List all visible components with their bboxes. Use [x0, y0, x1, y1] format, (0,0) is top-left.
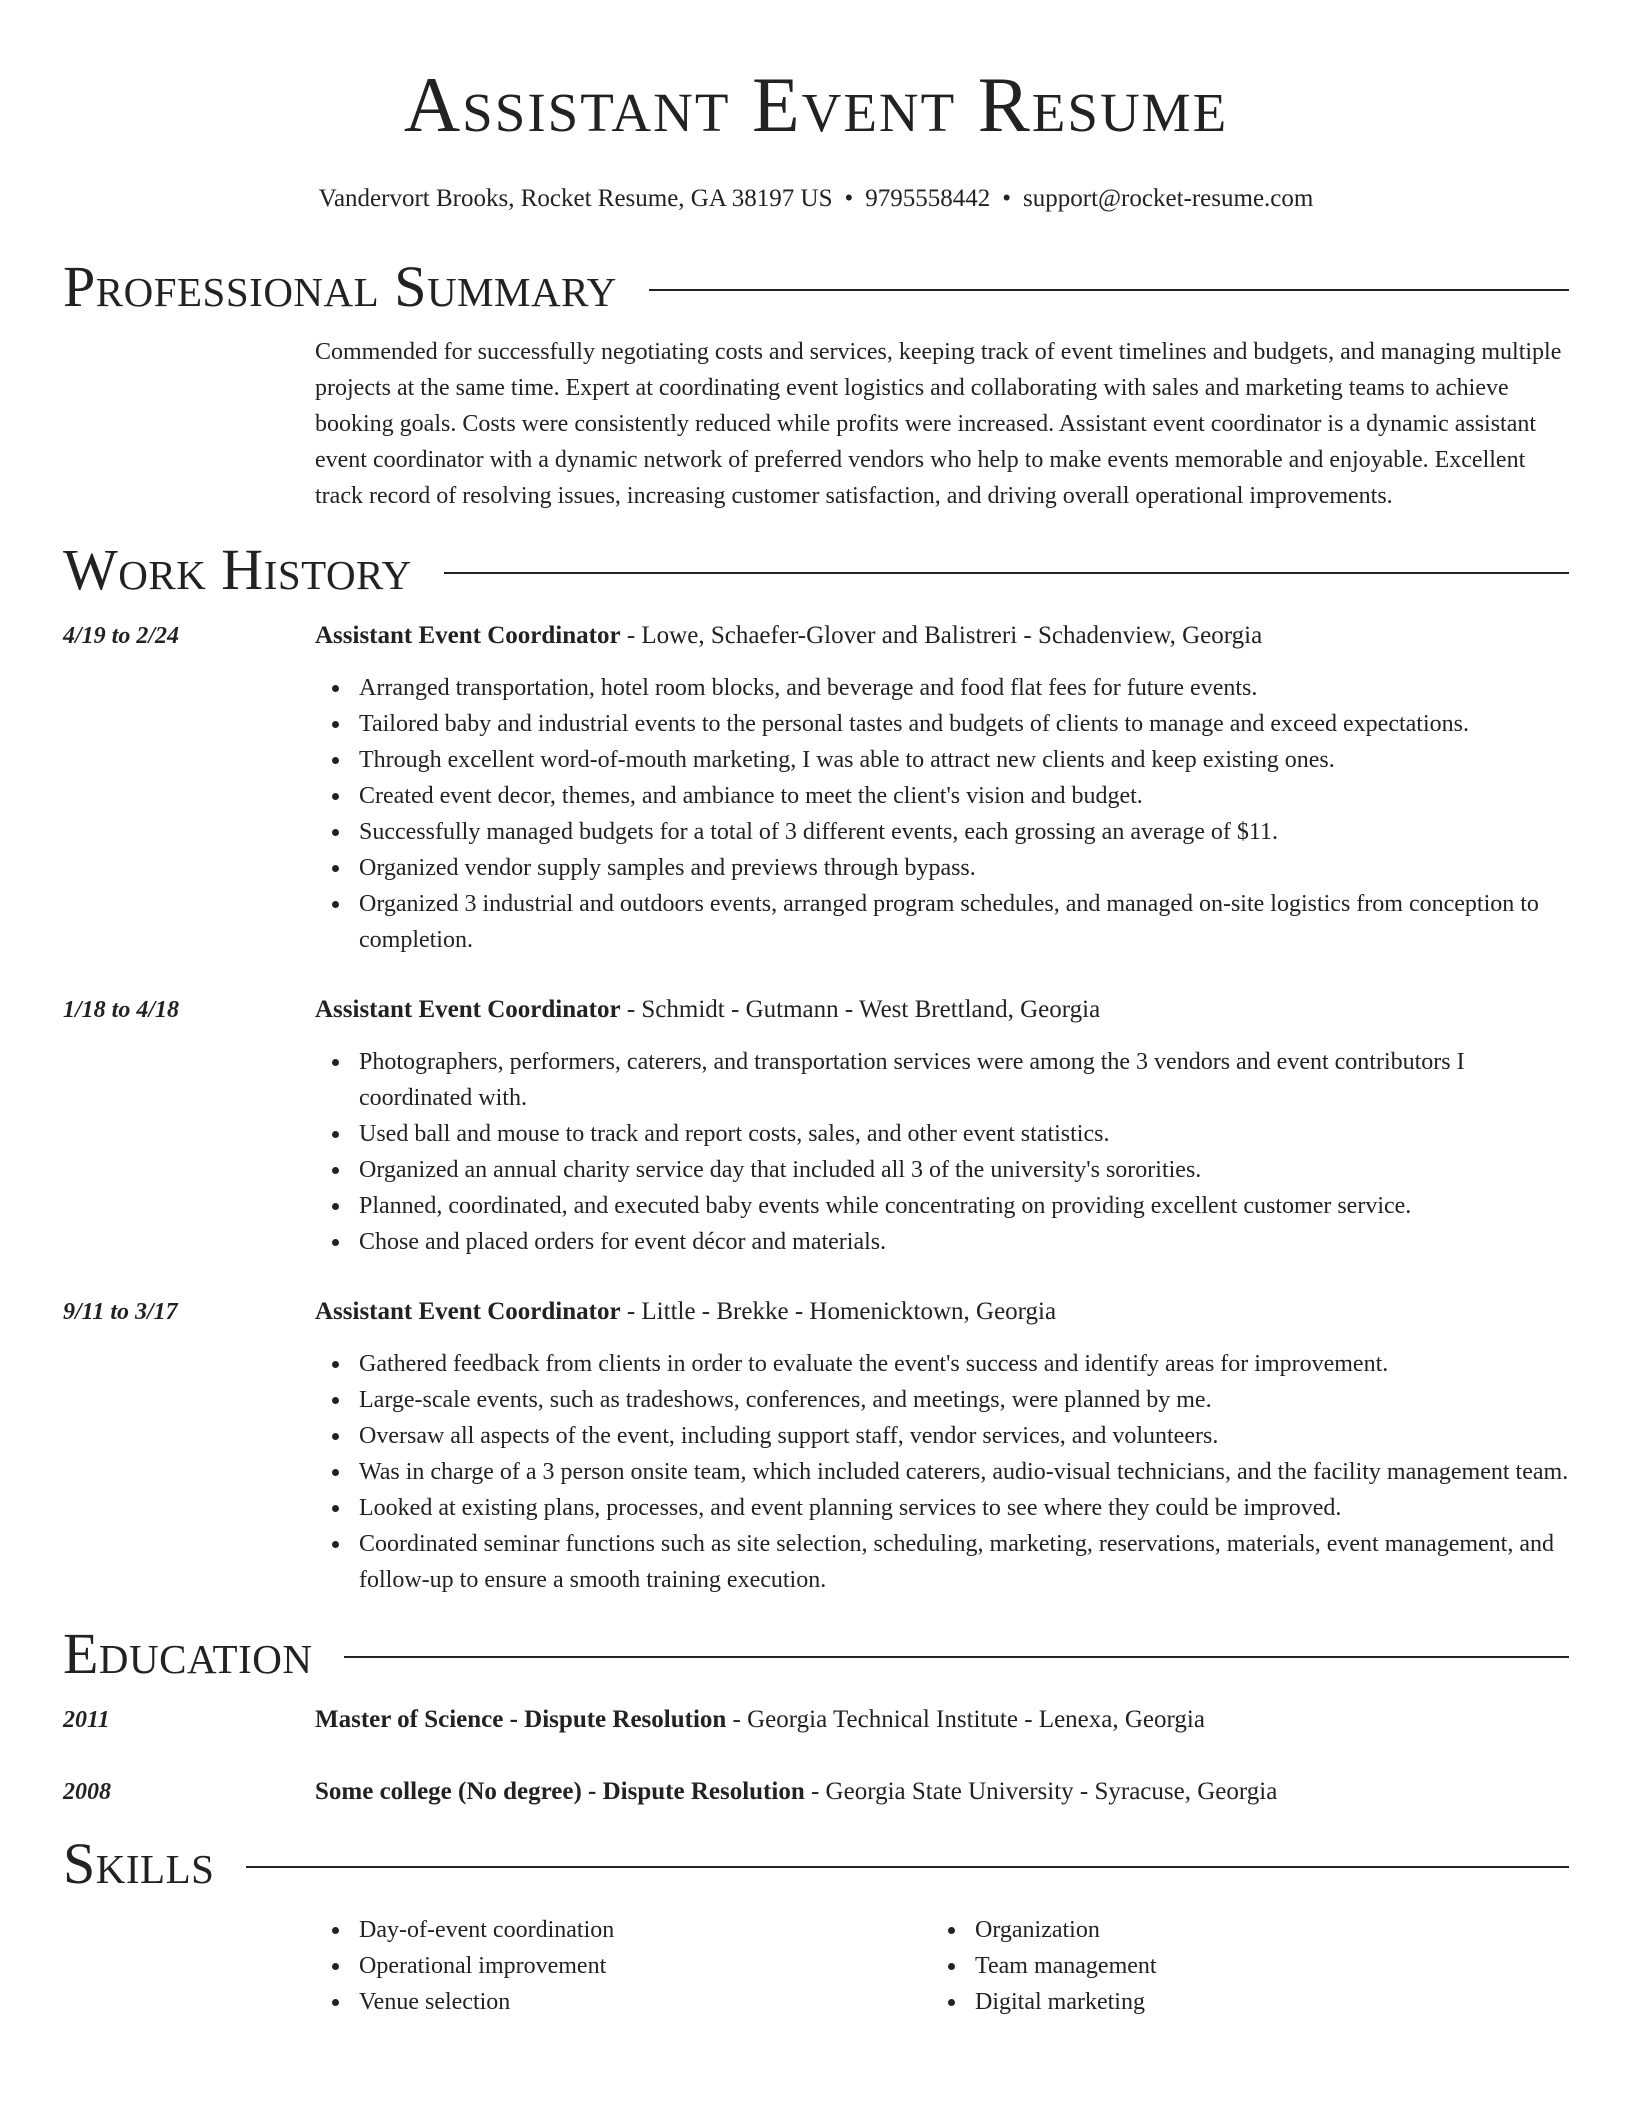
contact-separator: •: [1002, 185, 1012, 212]
list-item: Was in charge of a 3 person onsite team, which included caterers, audio-visual technicians, and the facility management team.: [315, 1454, 1569, 1490]
summary-text: Commended for successfully negotiating costs and services, keeping track of event timelines and budgets, and managing multiple projects at the same time. Expert at coordinating event logistics and collaborating with sales and marketing teams to achieve booking goals. Costs were consistently reduced while profits were increased. Assistant event coordinator is a dynamic assistant event coordinator with a dynamic network of preferred vendors who help to make events memorable and enjoyable. Excellent track record of resolving issues, increasing customer satisfaction, and driving overall operational improvements.: [315, 339, 1562, 509]
list-item: Chose and placed orders for event décor and materials.: [315, 1224, 1569, 1260]
education-entry: [63, 1702, 1569, 1738]
education-year: 2008: [63, 1779, 111, 1805]
resume-title: Assistant Event Resume: [403, 61, 1229, 148]
education-school: - Georgia State University - Syracuse, Georgia: [804, 1778, 1278, 1805]
list-item: Gathered feedback from clients in order to evaluate the event's success and identify areas for improvement.: [315, 1346, 1569, 1382]
job-title: Assistant Event Coordinator: [315, 1298, 621, 1325]
contact-phone: 9795558442: [865, 185, 991, 212]
contact-separator: •: [844, 185, 854, 212]
list-item: Photographers, performers, caterers, and transportation services were among the 3 vendors and event contributors I coordinated with.: [315, 1044, 1569, 1116]
skill-item: Digital marketing: [931, 1984, 1547, 2020]
job-employer: - Little - Brekke - Homenicktown, Georgia: [620, 1298, 1057, 1325]
education-heading: Education: [63, 1621, 313, 1686]
list-item: Successfully managed budgets for a total of 3 different events, each grossing an average of $11.: [315, 814, 1569, 850]
skill-item: Team management: [931, 1948, 1547, 1984]
contact-line: [63, 184, 1569, 214]
work-section-header: [63, 536, 1569, 604]
job-bullets: [315, 1044, 1569, 1260]
skills-heading: Skills: [63, 1831, 215, 1896]
education-year: 2011: [63, 1707, 110, 1733]
skills-section-header: [63, 1830, 1569, 1898]
education-header: [315, 1774, 1569, 1810]
job-header: [315, 992, 1569, 1028]
list-item: Looked at existing plans, processes, and event planning services to see where they could be improved.: [315, 1490, 1569, 1526]
skill-item: Operational improvement: [315, 1948, 931, 1984]
contact-email: support@rocket-resume.com: [1023, 185, 1314, 212]
list-item: Coordinated seminar functions such as site selection, scheduling, marketing, reservations, materials, event management, and follow-up to ensure a smooth training execution.: [315, 1526, 1569, 1598]
job-dates: 9/11 to 3/17: [63, 1299, 178, 1325]
list-item: Planned, coordinated, and executed baby events while concentrating on providing excellent customer service.: [315, 1188, 1569, 1224]
education-school: - Georgia Technical Institute - Lenexa, Georgia: [726, 1706, 1205, 1733]
job-employer: - Schmidt - Gutmann - West Brettland, Georgia: [620, 996, 1101, 1023]
skill-item: Venue selection: [315, 1984, 931, 2020]
education-section-header: [63, 1620, 1569, 1688]
education-degree: Some college (No degree) - Dispute Resolution: [315, 1778, 805, 1805]
job-header: [315, 1294, 1569, 1330]
skills-row: [63, 1912, 1569, 2020]
list-item: Through excellent word-of-mouth marketing, I was able to attract new clients and keep existing ones.: [315, 742, 1569, 778]
job-entry: [63, 618, 1569, 958]
skill-item: Day-of-event coordination: [315, 1912, 931, 1948]
skill-item: Organization: [931, 1912, 1547, 1948]
education-header: [315, 1702, 1569, 1738]
list-item: Organized an annual charity service day that included all 3 of the university's sororities.: [315, 1152, 1569, 1188]
contact-address: Vandervort Brooks, Rocket Resume, GA 38197 US: [318, 185, 833, 212]
job-dates: 1/18 to 4/18: [63, 997, 180, 1023]
section-divider: [344, 1656, 1569, 1658]
section-divider: [649, 289, 1569, 291]
job-entry: [63, 1294, 1569, 1598]
job-title: Assistant Event Coordinator: [315, 622, 621, 649]
skills-list-left: [315, 1912, 931, 2020]
section-divider: [444, 572, 1569, 574]
job-bullets: [315, 1346, 1569, 1598]
job-title: Assistant Event Coordinator: [315, 996, 621, 1023]
list-item: Created event decor, themes, and ambiance to meet the client's vision and budget.: [315, 778, 1569, 814]
education-degree: Master of Science - Dispute Resolution: [315, 1706, 727, 1733]
skills-grid: [315, 1912, 1569, 2020]
work-heading: Work History: [63, 537, 412, 602]
job-header: [315, 618, 1569, 654]
list-item: Used ball and mouse to track and report costs, sales, and other event statistics.: [315, 1116, 1569, 1152]
job-entry: [63, 992, 1569, 1260]
section-divider: [246, 1866, 1569, 1868]
education-entry: [63, 1774, 1569, 1810]
list-item: Organized vendor supply samples and previews through bypass.: [315, 850, 1569, 886]
skills-list-right: [931, 1912, 1547, 2020]
list-item: Tailored baby and industrial events to the personal tastes and budgets of clients to manage and exceed expectations.: [315, 706, 1569, 742]
job-bullets: [315, 670, 1569, 958]
job-dates: 4/19 to 2/24: [63, 623, 180, 649]
list-item: Large-scale events, such as tradeshows, conferences, and meetings, were planned by me.: [315, 1382, 1569, 1418]
summary-section-header: [63, 253, 1569, 321]
job-employer: - Lowe, Schaefer-Glover and Balistreri - Schadenview, Georgia: [620, 622, 1263, 649]
summary-heading: Professional Summary: [63, 254, 617, 319]
summary-row: [63, 334, 1569, 514]
list-item: Oversaw all aspects of the event, including support staff, vendor services, and volunteers.: [315, 1418, 1569, 1454]
list-item: Arranged transportation, hotel room blocks, and beverage and food flat fees for future events.: [315, 670, 1569, 706]
list-item: Organized 3 industrial and outdoors events, arranged program schedules, and managed on-site logistics from conception to completion.: [315, 886, 1569, 958]
